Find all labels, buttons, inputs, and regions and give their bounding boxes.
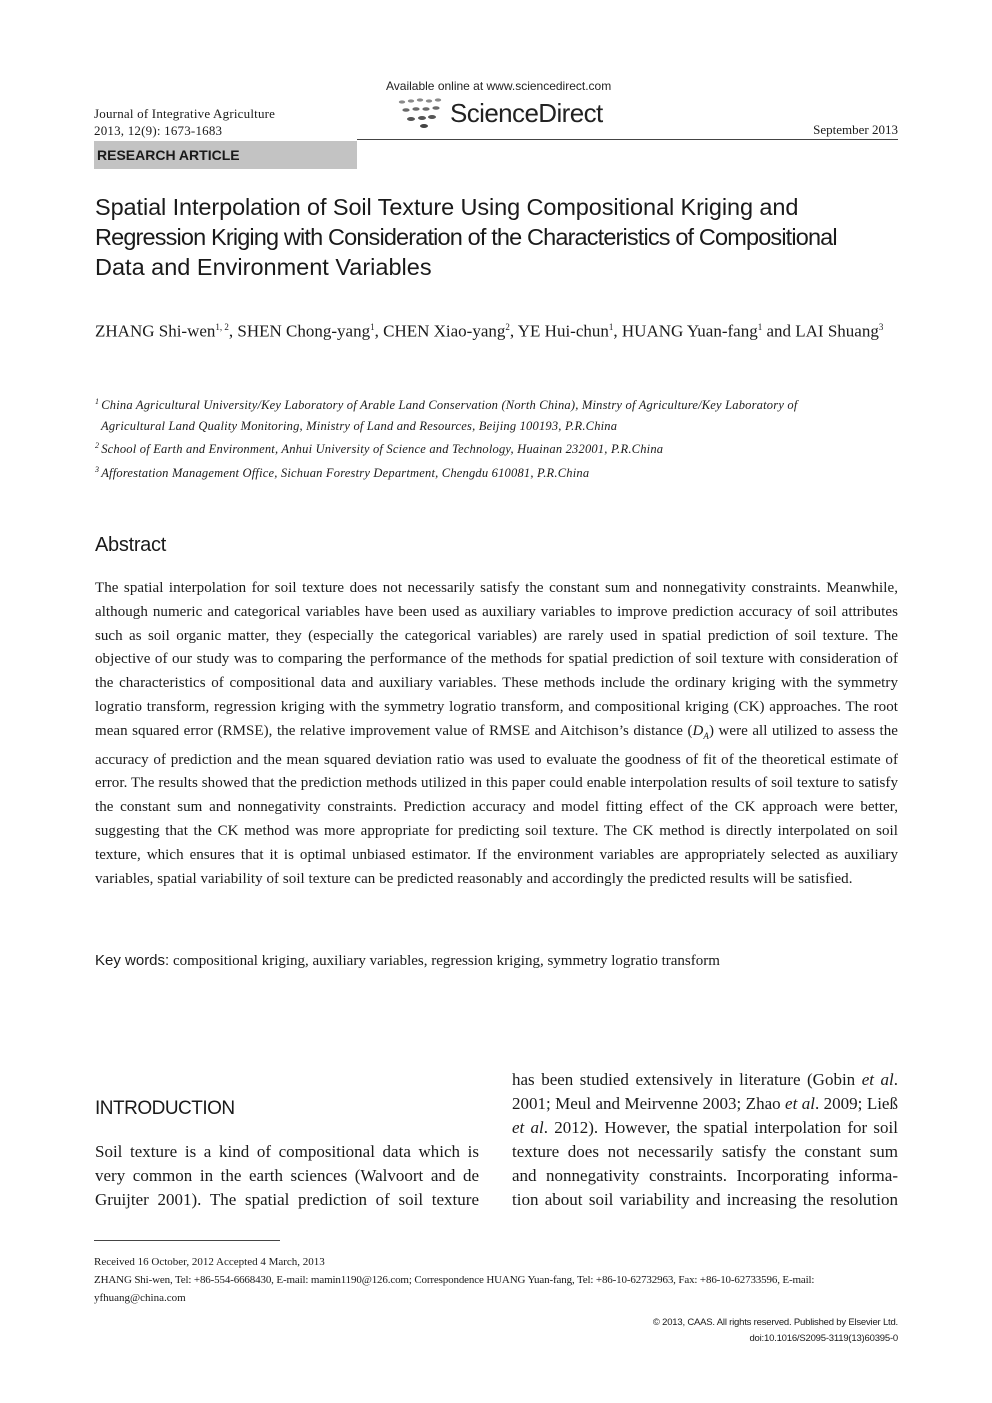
- author-name: CHEN Xiao-yang: [383, 321, 506, 341]
- keywords-label: Key words:: [95, 952, 170, 969]
- intro-right-line: [512, 1116, 898, 1140]
- journal-volume-pages: 2013, 12(9): 1673-1683: [94, 122, 223, 138]
- abstract-body: [95, 577, 898, 891]
- text-run: .: [893, 1070, 898, 1089]
- author-name: LAI Shuang: [795, 321, 879, 341]
- symbol-d: D: [692, 722, 704, 739]
- affiliation-text: Afforestation Management Office, Sichuan Forestry Department, Chengdu 610081, P.R.China: [101, 465, 590, 480]
- author-affiliation-mark: 2: [505, 322, 510, 332]
- intro-left-line: Gruijter 2001). The spatial prediction of soil texture: [95, 1190, 479, 1209]
- received-accepted-dates: Received 16 October, 2012 Accepted 4 March, 2013: [94, 1256, 325, 1268]
- journal-citation-block: [94, 106, 275, 139]
- abstract-text: ) were all utilized to assess the accuracy of prediction and the mean squared deviation ratio was used to evaluate the goodness of fit of the theoretical estimate of error. The results showed that the prediction methods utilized in this paper could enable interpolation results of soil texture to satisfy the constant sum and nonnegativity constraints. Prediction accuracy and model fitting effect of the CK approach were better, suggesting that the CK method was more appropriate for predicting soil texture. The CK method is directly interpolated on soil texture, which ensures that it is optimal unbiased estimator. If the environment variables are appropriately selected as auxiliary variables, spatial variability of soil texture can be predicted reasonably and accordingly the predicted results will be satisfied.: [95, 722, 898, 887]
- doi: doi:10.1016/S2095-3119(13)60395-0: [749, 1333, 898, 1344]
- author-affiliation-mark: 1, 2: [215, 322, 229, 332]
- sciencedirect-leaf-icon: [398, 98, 448, 130]
- copyright-notice: © 2013, CAAS. All rights reserved. Published by Elsevier Ltd.: [652, 1317, 898, 1328]
- intro-left-line: very common in the earth sciences (Walvoort and de: [95, 1166, 479, 1185]
- intro-right-line: texture does not necessarily satisfy the constant sum: [512, 1142, 898, 1161]
- text-run-italic: et al: [861, 1070, 894, 1089]
- intro-right-line: [512, 1068, 898, 1092]
- affiliation-mark: 2: [95, 440, 100, 450]
- intro-right-line: tion about soil variability and increasing the resolution: [512, 1190, 898, 1209]
- affiliation-text: China Agricultural University/Key Laboratory of Arable Land Conservation (North China), Minstry of Agriculture/Key Laboratory of: [101, 398, 798, 413]
- correspondence-email: yfhuang@china.com: [94, 1292, 186, 1304]
- author-separator: ,: [509, 321, 518, 341]
- publication-date: September 2013: [813, 122, 898, 137]
- intro-right-line: [512, 1092, 898, 1116]
- affiliation-list: [95, 392, 900, 483]
- text-run: has been studied extensively in literature (Gobin: [512, 1070, 862, 1089]
- author-affiliation-mark: 1: [370, 322, 375, 332]
- affiliation-mark: 3: [95, 464, 100, 474]
- intro-left-line: Soil texture is a kind of compositional data which is: [95, 1142, 479, 1161]
- article-type-banner: RESEARCH ARTICLE: [94, 141, 357, 169]
- correspondence-contact: ZHANG Shi-wen, Tel: +86-554-6668430, E-mail: mamin1190@126.com; Correspondence HUANG Yuan-fang, Tel: +86-10-62732963, Fax: +86-10-62733596, E-mail:: [94, 1274, 815, 1286]
- symbol-subscript: A: [703, 730, 709, 741]
- article-title: [95, 192, 900, 282]
- author-separator: ,: [228, 321, 238, 341]
- author-affiliation-mark: 3: [878, 322, 884, 332]
- header-divider: [357, 139, 898, 140]
- title-line: Data and Environment Variables: [95, 254, 432, 280]
- text-run: 2001; Meul and Meirvenne 2003; Zhao: [512, 1094, 786, 1113]
- affiliation-text: Agricultural Land Quality Monitoring, Ministry of Land and Resources, Beijing 100193, P.R.China: [101, 418, 618, 433]
- intro-right-line: and nonnegativity constraints. Incorporating informa-: [512, 1166, 898, 1185]
- abstract-heading: Abstract: [95, 534, 166, 556]
- text-run-italic: et al: [512, 1118, 544, 1137]
- introduction-heading: INTRODUCTION: [95, 1098, 235, 1119]
- title-line: Regression Kriging with Consideration of the Characteristics of Compositional: [95, 224, 837, 250]
- author-affiliation-mark: 1: [757, 322, 763, 332]
- author-separator: and: [762, 321, 796, 341]
- available-online-text: Available online at www.sciencedirect.com: [386, 79, 612, 93]
- abstract-text: The spatial interpolation for soil texture does not necessarily satisfy the constant sum and nonnegativity constraints. Meanwhile, although numeric and categorical variables have been used as auxiliary variables to improve prediction accuracy of soil attributes such as soil organic matter, they (especially the categorical variables) are rarely used in spatial prediction of soil texture. The objective of our study was to comparing the performance of the methods for spatial prediction of soil texture with consideration of the characteristics of compositional data and auxiliary variables. These methods include the ordinary kriging with the symmetry logratio transform, regression kriging with the symmetry logratio transform, and compositional kriging (CK) approaches. The root mean squared error (RMSE), the relative improvement value of RMSE and Aitchison’s distance (: [95, 580, 898, 739]
- aitchison-distance-symbol: [693, 723, 709, 739]
- author-affiliation-mark: 1: [608, 322, 614, 332]
- author-separator: ,: [374, 321, 384, 341]
- text-run: . 2009; Ließ: [814, 1094, 898, 1113]
- text-run: . 2012). However, the spatial interpolation for soil: [543, 1118, 898, 1137]
- footnote-divider: [94, 1240, 280, 1241]
- text-run-italic: et al: [785, 1094, 815, 1113]
- sciencedirect-wordmark: ScienceDirect: [450, 98, 603, 128]
- author-name: YE Hui-chun: [517, 321, 609, 341]
- affiliation-1-cont: [95, 416, 900, 436]
- affiliation-3: [95, 460, 900, 484]
- affiliation-mark: 1: [95, 397, 100, 406]
- copyright-block: [653, 1315, 898, 1347]
- author-separator: ,: [613, 321, 622, 341]
- journal-name: Journal of Integrative Agriculture: [94, 106, 276, 121]
- title-line: Spatial Interpolation of Soil Texture Using Compositional Kriging and: [95, 194, 799, 220]
- author-list: [95, 313, 900, 346]
- affiliation-2: [95, 436, 900, 460]
- sciencedirect-logo: [398, 98, 638, 132]
- author-name: SHEN Chong-yang: [237, 321, 371, 341]
- keywords: [95, 951, 900, 971]
- keywords-text: compositional kriging, auxiliary variables, regression kriging, symmetry logratio transform: [172, 953, 720, 969]
- affiliation-1: [95, 392, 900, 416]
- affiliation-text: School of Earth and Environment, Anhui University of Science and Technology, Huainan 232001, P.R.China: [101, 442, 664, 457]
- footnotes: [94, 1253, 900, 1307]
- author-name: ZHANG Shi-wen: [95, 321, 216, 341]
- author-name: HUANG Yuan-fang: [621, 321, 758, 341]
